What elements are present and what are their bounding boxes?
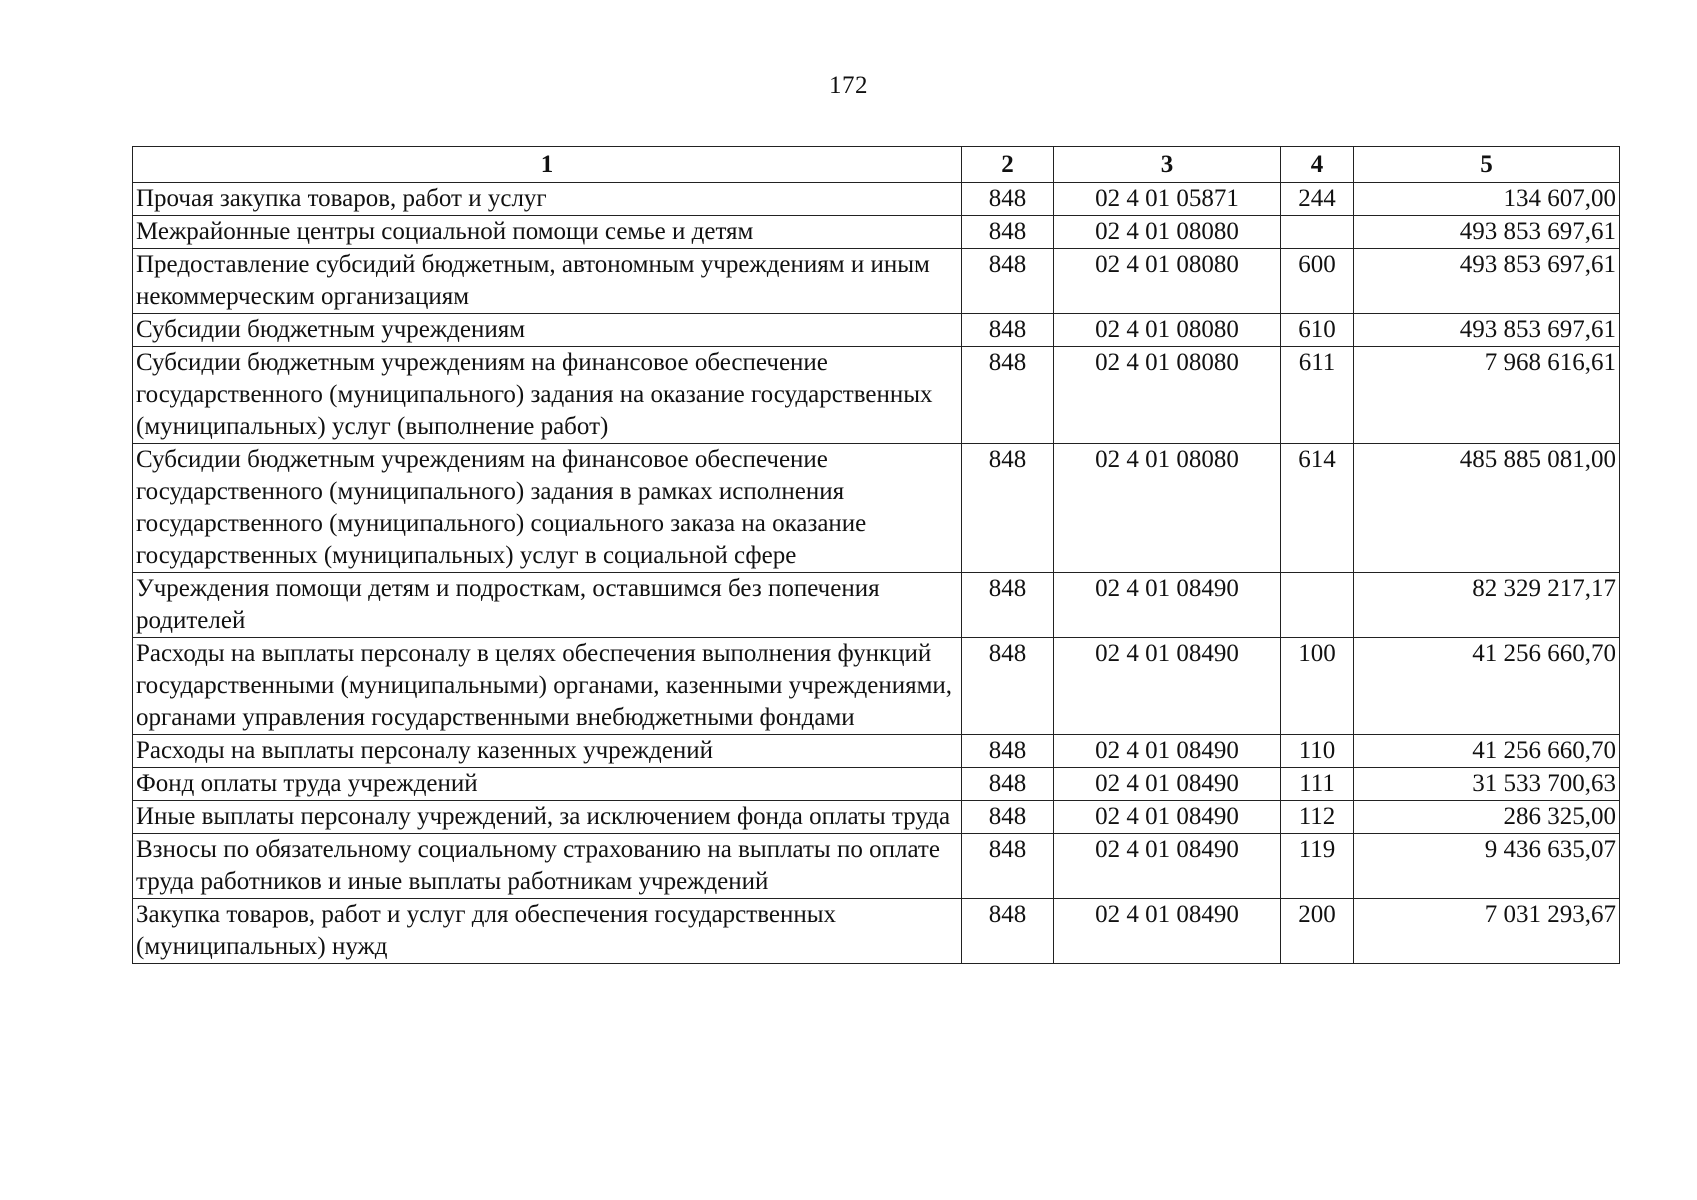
expense-type-code: 244 (1281, 183, 1354, 216)
expense-name: Фонд оплаты труда учреждений (133, 768, 962, 801)
expense-type-code: 600 (1281, 249, 1354, 314)
expense-name: Предоставление субсидий бюджетным, автономным учреждениям и иным некоммерческим организациям (133, 249, 962, 314)
table-row (133, 768, 1620, 801)
amount: 7 968 616,61 (1354, 347, 1620, 444)
table-row (133, 638, 1620, 735)
expense-name: Межрайонные центры социальной помощи семье и детям (133, 216, 962, 249)
expense-type-code: 610 (1281, 314, 1354, 347)
target-article-code: 02 4 01 08080 (1054, 249, 1281, 314)
expense-name: Прочая закупка товаров, работ и услуг (133, 183, 962, 216)
expense-name: Расходы на выплаты персоналу в целях обеспечения выполнения функций государственными (муниципальными) органами, казенными учреждениями, органами управления государственными внебюджетными фондами (133, 638, 962, 735)
budget-table (132, 146, 1620, 964)
expense-name: Расходы на выплаты персоналу казенных учреждений (133, 735, 962, 768)
department-code: 848 (962, 899, 1054, 964)
amount: 493 853 697,61 (1354, 216, 1620, 249)
table-row (133, 249, 1620, 314)
page-number: 172 (829, 72, 868, 99)
department-code: 848 (962, 249, 1054, 314)
target-article-code: 02 4 01 08080 (1054, 216, 1281, 249)
table-row (133, 899, 1620, 964)
target-article-code: 02 4 01 08490 (1054, 834, 1281, 899)
amount: 82 329 217,17 (1354, 573, 1620, 638)
header-col-1: 1 (133, 147, 962, 183)
header-col-2: 2 (962, 147, 1054, 183)
header-col-3: 3 (1054, 147, 1281, 183)
target-article-code: 02 4 01 08490 (1054, 735, 1281, 768)
expense-type-code: 614 (1281, 444, 1354, 573)
table-row (133, 801, 1620, 834)
target-article-code: 02 4 01 05871 (1054, 183, 1281, 216)
expense-name: Иные выплаты персоналу учреждений, за исключением фонда оплаты труда (133, 801, 962, 834)
expense-type-code (1281, 216, 1354, 249)
target-article-code: 02 4 01 08080 (1054, 444, 1281, 573)
department-code: 848 (962, 444, 1054, 573)
target-article-code: 02 4 01 08490 (1054, 573, 1281, 638)
expense-type-code: 112 (1281, 801, 1354, 834)
amount: 286 325,00 (1354, 801, 1620, 834)
amount: 41 256 660,70 (1354, 735, 1620, 768)
amount: 41 256 660,70 (1354, 638, 1620, 735)
department-code: 848 (962, 638, 1054, 735)
target-article-code: 02 4 01 08490 (1054, 801, 1281, 834)
table-row (133, 834, 1620, 899)
expense-type-code: 611 (1281, 347, 1354, 444)
department-code: 848 (962, 573, 1054, 638)
target-article-code: 02 4 01 08490 (1054, 768, 1281, 801)
table-row (133, 573, 1620, 638)
target-article-code: 02 4 01 08080 (1054, 347, 1281, 444)
expense-type-code: 200 (1281, 899, 1354, 964)
table-row (133, 347, 1620, 444)
expense-name: Учреждения помощи детям и подросткам, оставшимся без попечения родителей (133, 573, 962, 638)
department-code: 848 (962, 216, 1054, 249)
amount: 7 031 293,67 (1354, 899, 1620, 964)
expense-type-code: 100 (1281, 638, 1354, 735)
target-article-code: 02 4 01 08490 (1054, 899, 1281, 964)
table-row (133, 735, 1620, 768)
expense-type-code: 119 (1281, 834, 1354, 899)
department-code: 848 (962, 183, 1054, 216)
department-code: 848 (962, 768, 1054, 801)
expense-name: Субсидии бюджетным учреждениям (133, 314, 962, 347)
department-code: 848 (962, 347, 1054, 444)
table-header-row (133, 147, 1620, 183)
table-row (133, 183, 1620, 216)
target-article-code: 02 4 01 08080 (1054, 314, 1281, 347)
table-row (133, 444, 1620, 573)
table-row (133, 314, 1620, 347)
target-article-code: 02 4 01 08490 (1054, 638, 1281, 735)
amount: 493 853 697,61 (1354, 314, 1620, 347)
amount: 9 436 635,07 (1354, 834, 1620, 899)
expense-name: Субсидии бюджетным учреждениям на финансовое обеспечение государственного (муниципального) задания в рамках исполнения государственного (муниципального) социального заказа на оказание государственных (муниципальных) услуг в социальной сфере (133, 444, 962, 573)
department-code: 848 (962, 314, 1054, 347)
department-code: 848 (962, 735, 1054, 768)
amount: 134 607,00 (1354, 183, 1620, 216)
expense-type-code (1281, 573, 1354, 638)
expense-name: Субсидии бюджетным учреждениям на финансовое обеспечение государственного (муниципального) задания на оказание государственных (муниципальных) услуг (выполнение работ) (133, 347, 962, 444)
table-row (133, 216, 1620, 249)
department-code: 848 (962, 801, 1054, 834)
expense-name: Взносы по обязательному социальному страхованию на выплаты по оплате труда работников и иные выплаты работникам учреждений (133, 834, 962, 899)
header-col-5: 5 (1354, 147, 1620, 183)
header-col-4: 4 (1281, 147, 1354, 183)
expense-type-code: 110 (1281, 735, 1354, 768)
expense-type-code: 111 (1281, 768, 1354, 801)
amount: 493 853 697,61 (1354, 249, 1620, 314)
department-code: 848 (962, 834, 1054, 899)
amount: 485 885 081,00 (1354, 444, 1620, 573)
amount: 31 533 700,63 (1354, 768, 1620, 801)
expense-name: Закупка товаров, работ и услуг для обеспечения государственных (муниципальных) нужд (133, 899, 962, 964)
